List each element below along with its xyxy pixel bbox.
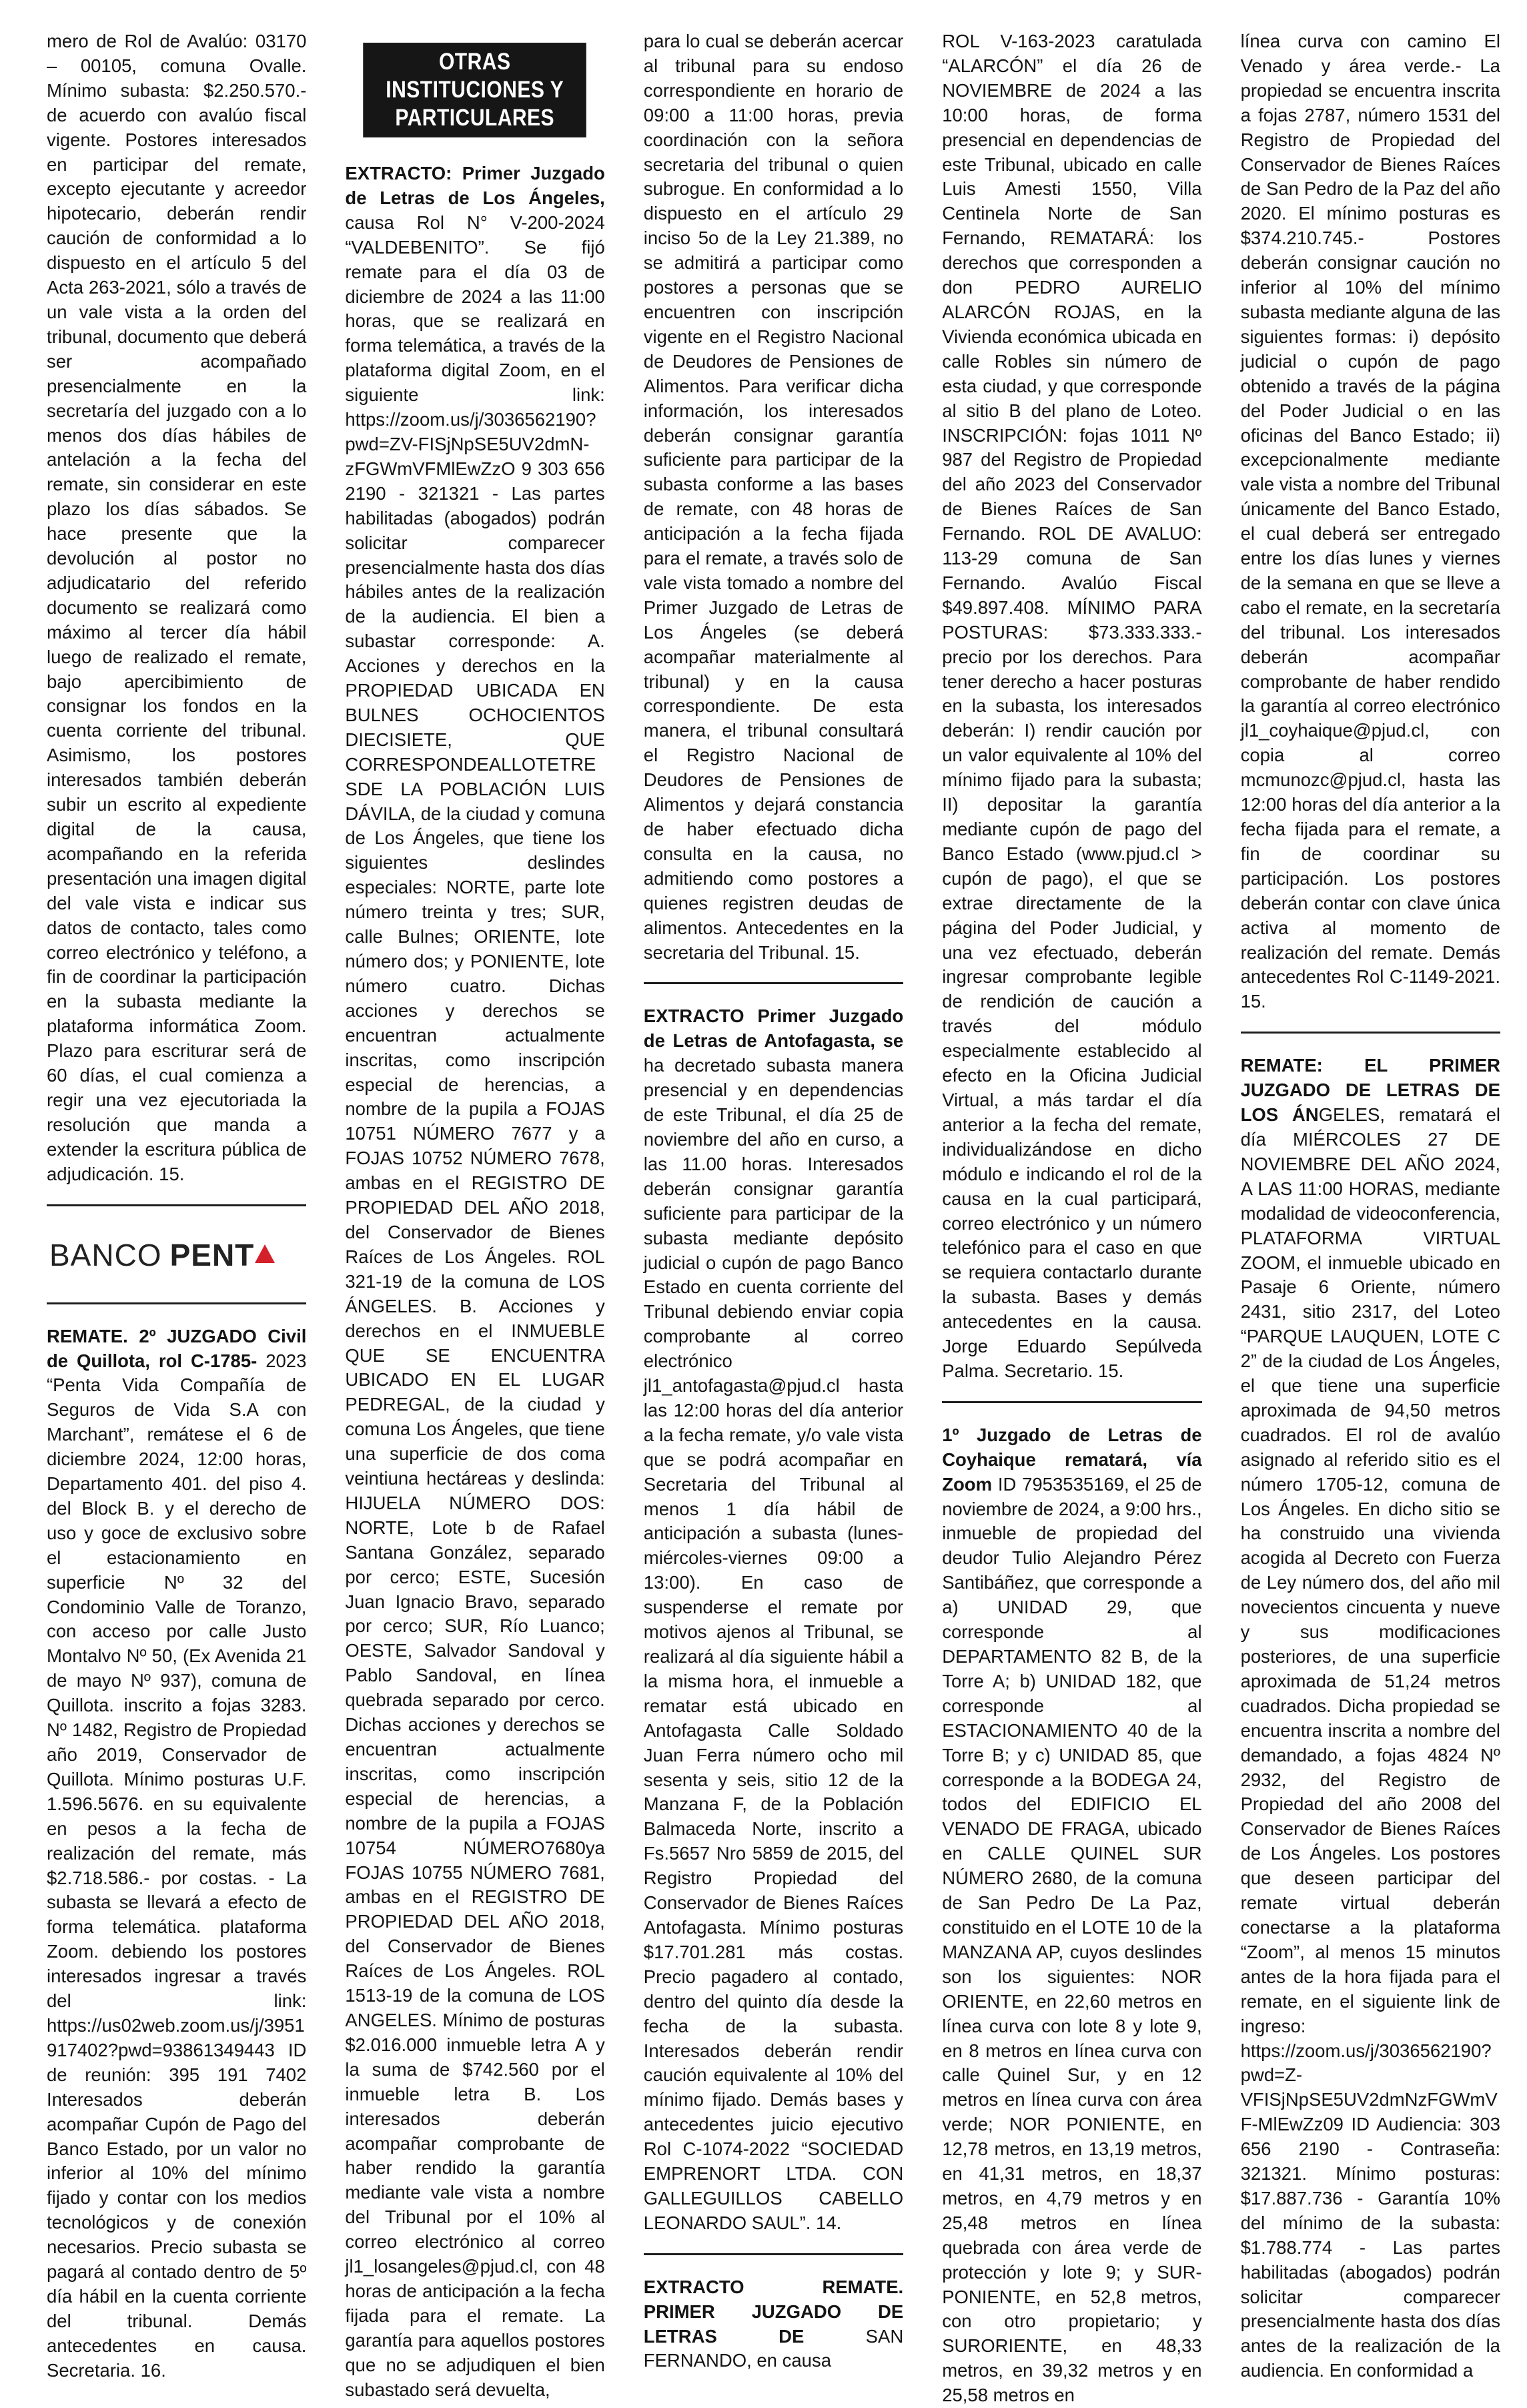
logo-text-banco: BANCO [49, 1237, 162, 1272]
notice-los-angeles-remate [1241, 1054, 1500, 2383]
notice-los-angeles-valdebenito [345, 161, 604, 2402]
notice-text: causa Rol N° V-200-2024 “VALDEBENITO”. Se fijó remate para el día 03 de diciembre de 2024 a las 11:00 horas, que se realizará en forma telemática, a través de la plataforma digital Zoom, en el siguiente link: https://zoom.us/j/3036562190?pwd=ZV-FISjNpSE5UV2dmN-zFGWmVFMlEwZzO 9 303 656 2190 - 321321 - Las partes habilitadas (abogados) podrán solicitar comparecer presencialmente hasta dos días hábiles antes de la realización de la audiencia. El bien a subastar corresponde: A. Acciones y derechos en la PROPIEDAD UBICADA EN BULNES OCHOCIENTOS DIECISIETE, QUE CORRESPONDEALLOTETRESDE LA POBLACIÓN LUIS DÁVILA, de la ciudad y comuna de Los Ángeles, que tiene los siguientes deslindes especiales: NORTE, parte lote número treinta y tres; SUR, calle Bulnes; ORIENTE, lote número dos; y PONIENTE, lote número cuatro. Dichas acciones y derechos se encuentran actualmente inscritas, como inscripción especial de herencias, a nombre de la pupila a FOJAS 10751 NÚMERO 7677 y a FOJAS 10752 NÚMERO 7678, ambas en el REGISTRO DE PROPIEDAD DEL AÑO 2018, del Conservador de Bienes Raíces de Los Ángeles. ROL 321-19 de la comuna de LOS ÁNGELES. B. Acciones y derechos en el INMUEBLE QUE SE ENCUENTRA UBICADO EN EL LUGAR PEDREGAL, de la ciudad y comuna Los Ángeles, que tiene una superficie de dos coma veintiuna hectáreas y deslinda: HIJUELA NÚMERO DOS: NORTE, Lote b de Rafael Santana González, separado por cerco; ESTE, Sucesión Juan Ignacio Bravo, separado por cerco; SUR, Río Luanco; OESTE, Salvador Sandoval y Pablo Sandoval, en línea quebrada separado por cerco. Dichas acciones y derechos se encuentran actualmente inscritas, como inscripción especial de herencias, a nombre de la pupila a FOJAS 10754 NÚMERO7680ya FOJAS 10755 NÚMERO 7681, ambas en el REGISTRO DE PROPIEDAD DEL AÑO 2018, del Conservador de Bienes Raíces de Los Ángeles. ROL 1513-19 de la comuna de LOS ANGELES. Mínimo de posturas $2.016.000 inmueble letra A y la suma de $742.560 por el inmueble letra B. Los interesados deberán acompañar comprobante de haber rendido la garantía mediante vale vista a nombre del Tribunal por el 10% al correo electrónico al correo jl1_losangeles@pjud.cl, con 48 horas de anticipación a la fecha fijada para el remate. La garantía para aquellos postores que no se adjudiquen el bien subastado será devuelta, [345, 212, 605, 2400]
notice-heading: 1º Juzgado de Letras de Coyhaique rematará, vía Zoom [942, 1424, 1202, 1495]
column-3 [643, 29, 904, 2371]
column-2 [345, 29, 605, 2400]
banco-penta-logo [49, 1232, 306, 1278]
divider [47, 1204, 306, 1206]
divider [644, 2253, 903, 2255]
notice-text: GELES, rematará el día MIÉRCOLES 27 DE NOVIEMBRE DEL AÑO 2024, A LAS 11:00 HORAS, mediante modalidad de videoconferencia, PLATAFORMA VIRTUAL ZOOM, el inmueble ubicado en Pasaje 6 Oriente, número 2431, sitio 2317, del Loteo “PARQUE LAUQUEN, LOTE C 2” de la ciudad de Los Ángeles, el que tiene una superficie aproximada de 94,50 metros cuadrados. El rol de avalúo asignado al referido sitio es el número 1705-12, comuna de Los Ángeles. En dicho sitio se ha construido una vivienda acogida al Decreto con Fuerza de Ley número dos, del año mil novecientos cincuenta y nueve y sus modificaciones posteriores, de una superficie aproximada de 51,24 metros cuadrados. Dicha propiedad se encuentra inscrita a nombre del demandado, a fojas 4824 Nº 2932, del Registro de Propiedad del año 2008 del Conservador de Bienes Raíces de Los Ángeles. Los postores que deseen participar del remate virtual deberán conectarse a la plataforma “Zoom”, al menos 15 minutos antes de la hora fijada para el remate, en el siguiente link de ingreso: https://zoom.us/j/3036562190?pwd=Z-VFISjNpSE5UV2dmNzFGWmVF-MlEwZz09 ID Audiencia: 303 656 2190 - Contraseña: 321321. Mínimo posturas: $17.887.736 - Garantía 10% del mínimo de la subasta: $1.788.774 - Las partes habilitadas (abogados) podrán solicitar comparecer presencialmente hasta dos días antes de la realización de la audiencia. En conformidad a [1240, 1104, 1500, 2381]
divider [1241, 1032, 1500, 1034]
notice-ovalle-continuation: mero de Rol de Avalúo: 03170 – 00105, comuna Ovalle. Mínimo subasta: $2.250.570.- de acuerdo con avalúo fiscal vigente. Postores interesados en participar del remate, excepto ejecutante y acreedor hipotecario, deberán rendir caución de conformidad a lo dispuesto en el artículo 5 del Acta 263-2021, sólo a través de un vale vista a la orden del tribunal, documento que deberá ser acompañado presencialmente en la secretaría del juzgado con a lo menos dos días hábiles de antelación a la fecha del remate, sin considerar en este plazo los días sábados. Se hace presente que la devolución al postor no adjudicatario del referido documento se realizará como máximo al tercer día hábil luego de realizado el remate, bajo apercibimiento de consignar los fondos en la cuenta corriente del tribunal. Asimismo, los postores interesados también deberán subir un escrito al expediente digital de la causa, acompañando en la referida presentación una imagen digital del vale vista e indicar sus datos de contacto, tales como correo electrónico y teléfono, a fin de coordinar la participación en la subasta mediante la plataforma informática Zoom. Plazo para escriturar será de 60 días, el cual comienza a regir una vez ejecutoriada la resolución que manda a extender la escritura pública de adjudicación. 15. [47, 31, 307, 1184]
column-4 [942, 29, 1202, 2406]
notice-coyhaique [942, 1423, 1201, 2408]
logo-text-penta: PENT [170, 1237, 276, 1273]
column-5 [1240, 29, 1500, 2381]
notice-text: 2023 “Penta Vida Compañía de Seguros de Vida S.A con Marchant”, remátese el 6 de diciembre 2024, 12:00 horas, Departamento 401. del piso 4. del Block B. y el derecho de uso y goce de exclusivo sobre el estacionamiento en superficie Nº 32 del Condominio Valle de Toranzo, con acceso por calle Justo Montalvo Nº 50, (Ex Avenida 21 de mayo Nº 937), comuna de Quillota. inscrito a fojas 3283. Nº 1482, Registro de Propiedad año 2019, Conservador de Quillota. Mínimo posturas U.F. 1.596.5676. en su equivalente en pesos a la fecha de realización del remate, más $2.718.586.- por costas. - La subasta se llevará a efecto de forma telemática. plataforma Zoom. debiendo los postores interesados ingresar a través del link: https://us02web.zoom.us/j/3951917402?pwd=93861349443 ID de reunión: 395 191 7402 Interesados deberán acompañar Cupón de Pago del Banco Estado, por un valor no inferior al 10% del mínimo fijado y contar con los medios tecnológicos y de conexión necesarios. Precio subasta se pagará al contado dentro de 5º día hábil en la cuenta corriente del tribunal. Demás antecedentes en causa. Secretaria. 16. [47, 1350, 307, 2381]
divider [47, 1302, 306, 1304]
column-1 [47, 29, 307, 2381]
notice-heading: REMATE: EL PRIMER JUZGADO DE LETRAS DE LOS ÁN [1240, 1055, 1500, 1126]
notice-quillota [47, 1324, 306, 2383]
divider [942, 1401, 1201, 1403]
notice-antofagasta [644, 1004, 903, 2235]
section-header: OTRAS INSTITUCIONES Y PARTICULARES [364, 43, 587, 137]
notice-heading: EXTRACTO REMATE. PRIMER JUZGADO DE LETRAS DE [643, 2276, 904, 2347]
logo-triangle-icon [255, 1244, 275, 1263]
notice-text: ID 7953535169, el 25 de noviembre de 2024, a 9:00 hrs., inmueble de propiedad del deudor Tulio Alejandro Pérez Santibáñez, que corresponde a a) UNIDAD 29, que corresponde al DEPARTAMENTO 82 B, de la Torre A; b) UNIDAD 182, que corresponde al ESTACIONAMIENTO 40 de la Torre B; y c) UNIDAD 85, que corresponde a la BODEGA 24, todos del EDIFICIO EL VENADO DE FRAGA, ubicado en CALLE QUINEL SUR NÚMERO 2680, de la comuna de San Pedro De La Paz, constituido en el LOTE 10 de la MANZANA AP, cuyos deslindes son los siguientes: NOR ORIENTE, en 22,60 metros en línea curva con lote 8 y lote 9, en 8 metros en línea curva con calle Quinel Sur, y en 12 metros en línea curva con área verde; NOR PONIENTE, en 12,78 metros, en 13,19 metros, en 41,31 metros, en 18,37 metros, en 4,79 metros y en 25,48 metros en línea quebrada con área verde de protección y lote 9; y SUR-PONIENTE, en 52,8 metros, con otro propietario; y SURORIENTE, en 48,33 metros, en 39,32 metros y en 25,58 metros en [942, 1473, 1202, 2406]
notice-heading: EXTRACTO Primer Juzgado de Letras de Antofagasta, se [643, 1006, 904, 1052]
notice-text: SAN FERNANDO, en causa [643, 2325, 904, 2371]
notice-san-fernando-continuation: ROL V-163-2023 caratulada “ALARCÓN” el día 26 de NOVIEMBRE de 2024 a las 10:00 horas, de forma presencial en dependencias de este Tribunal, ubicado en calle Luis Amesti 1550, Villa Centinela Norte de San Fernando, REMATARÁ: los derechos que corresponden a don PEDRO AURELIO ALARCÓN ROJAS, en la Vivienda económica ubicada en calle Robles sin número de esta ciudad, y que corresponde al sitio B del plano de Loteo. INSCRIPCIÓN: fojas 1011 Nº 987 del Registro de Propiedad del año 2023 del Conservador de Bienes Raíces de San Fernando. ROL DE AVALUO: 113-29 comuna de San Fernando. Avalúo Fiscal $49.897.408. MÍNIMO PARA POSTURAS: $73.333.333.- precio por los derechos. Para tener derecho a hacer posturas en la subasta, los interesados deberán: I) rendir caución por un valor equivalente al 10% del mínimo fijado para la subasta; II) depositar la garantía mediante cupón de pago del Banco Estado (www.pjud.cl > cupón de pago), el que se extrae directamente de la página del Poder Judicial, y una vez efectuado, deberán ingresar comprobante legible de rendición de caución a través del módulo especialmente establecido al efecto en la Oficina Judicial Virtual, a más tardar el día anterior a la fecha del remate, individualizándose en dicho módulo e indicando el rol de la causa en la cual participará, correo electrónico y un número telefónico para el caso en que se requiera contactarlo durante la subasta. Bases y demás antecedentes en la causa. Jorge Eduardo Sepúlveda Palma. Secretario. 15. [942, 31, 1202, 1381]
notice-coyhaique-continuation: línea curva con camino El Venado y área verde.- La propiedad se encuentra inscrita a fojas 2787, número 1531 del Registro de Propiedad del Conservador de Bienes Raíces de San Pedro de la Paz del año 2020. El mínimo posturas es $374.210.745.- Postores deberán consignar caución no inferior al 10% del mínimo subasta mediante alguna de las siguientes formas: i) depósito judicial o cupón de pago obtenido a través de la página del Poder Judicial o en las oficinas del Banco Estado; ii) excepcionalmente mediante vale vista a nombre del Tribunal únicamente del Banco Estado, el cual deberá ser entregado entre los días lunes y viernes de la semana en que se lleve a cabo el remate, en la secretaría del tribunal. Los interesados deberán acompañar comprobante de haber rendido la garantía al correo electrónico jl1_coyhaique@pjud.cl, con copia al correo mcmunozc@pjud.cl, hasta las 12:00 horas del día anterior a la fecha fijada para el remate, a fin de coordinar su participación. Los postores deberán contar con clave única activa al momento de realización del remate. Demás antecedentes Rol C-1149-2021. 15. [1240, 31, 1500, 1012]
notice-heading: REMATE. 2º JUZGADO Civil de Quillota, rol C-1785- [47, 1325, 307, 1371]
divider [644, 982, 903, 984]
notice-text: ha decretado subasta manera presencial y en dependencias de este Tribunal, el día 25 de noviembre del año en curso, a las 11.00 horas. Interesados deberán consignar garantía suficiente para participar de la subasta mediante depósito judicial o cupón de pago Banco Estado en cuenta corriente del Tribunal debiendo enviar copia comprobante al correo electrónico jl1_antofagasta@pjud.cl hasta las 12:00 horas del día anterior a la fecha remate, y/o vale vista que se podrá acompañar en Secretaria del Tribunal al menos 1 día hábil de anticipación a subasta (lunes-miércoles-viernes 09:00 a 13:00). En caso de suspenderse el remate por motivos ajenos al Tribunal, se realizará al día siguiente hábil a la misma hora, el inmueble a rematar está ubicado en Antofagasta Calle Soldado Juan Ferra número ocho mil sesenta y seis, sitio 12 de la Manzana F, de la Población Balmaceda Norte, inscrito a Fs.5657 Nro 5859 de 2015, del Registro Propiedad del Conservador de Bienes Raíces Antofagasta. Mínimo posturas $17.701.281 más costas. Precio pagadero al contado, dentro del quinto día desde la fecha de la subasta. Interesados deberán rendir caución equivalente al 10% del mínimo fijado. Demás bases y antecedentes juicio ejecutivo Rol C-1074-2022 “SOCIEDAD EMPRENORT LTDA. CON GALLEGUILLOS CABELLO LEONARDO SAUL”. 14. [643, 1055, 904, 2233]
notice-los-angeles-continuation: para lo cual se deberán acercar al tribunal para su endoso correspondiente en horario de 09:00 a 11:00 horas, previa coordinación con la señora secretaria del tribunal o quien subrogue. En conformidad a lo dispuesto en el artículo 29 inciso 5o de la Ley 21.389, no se admitirá a participar como postores a personas que se encuentren con inscripción vigente en el Registro Nacional de Deudores de Pensiones de Alimentos. Para verificar dicha información, los interesados deberán consignar garantía suficiente para participar de la subasta conforme a las bases de remate, con 48 horas de anticipación a la fecha fijada para el remate, a través solo de vale vista tomado a nombre del Primer Juzgado de Letras de Los Ángeles (se deberá acompañar materialmente al tribunal) y en la causa correspondiente. De esta manera, el tribunal consultará el Registro Nacional de Deudores de Pensiones de Alimentos y dejará constancia de haber efectuado dicha consulta en la causa, no admitiendo como postores a quienes registren deudas de alimentos. Antecedentes en la secretaria del Tribunal. 15. [643, 31, 904, 963]
notice-heading: EXTRACTO: Primer Juzgado de Letras de Los Ángeles, [345, 163, 605, 208]
notice-san-fernando [644, 2275, 903, 2374]
